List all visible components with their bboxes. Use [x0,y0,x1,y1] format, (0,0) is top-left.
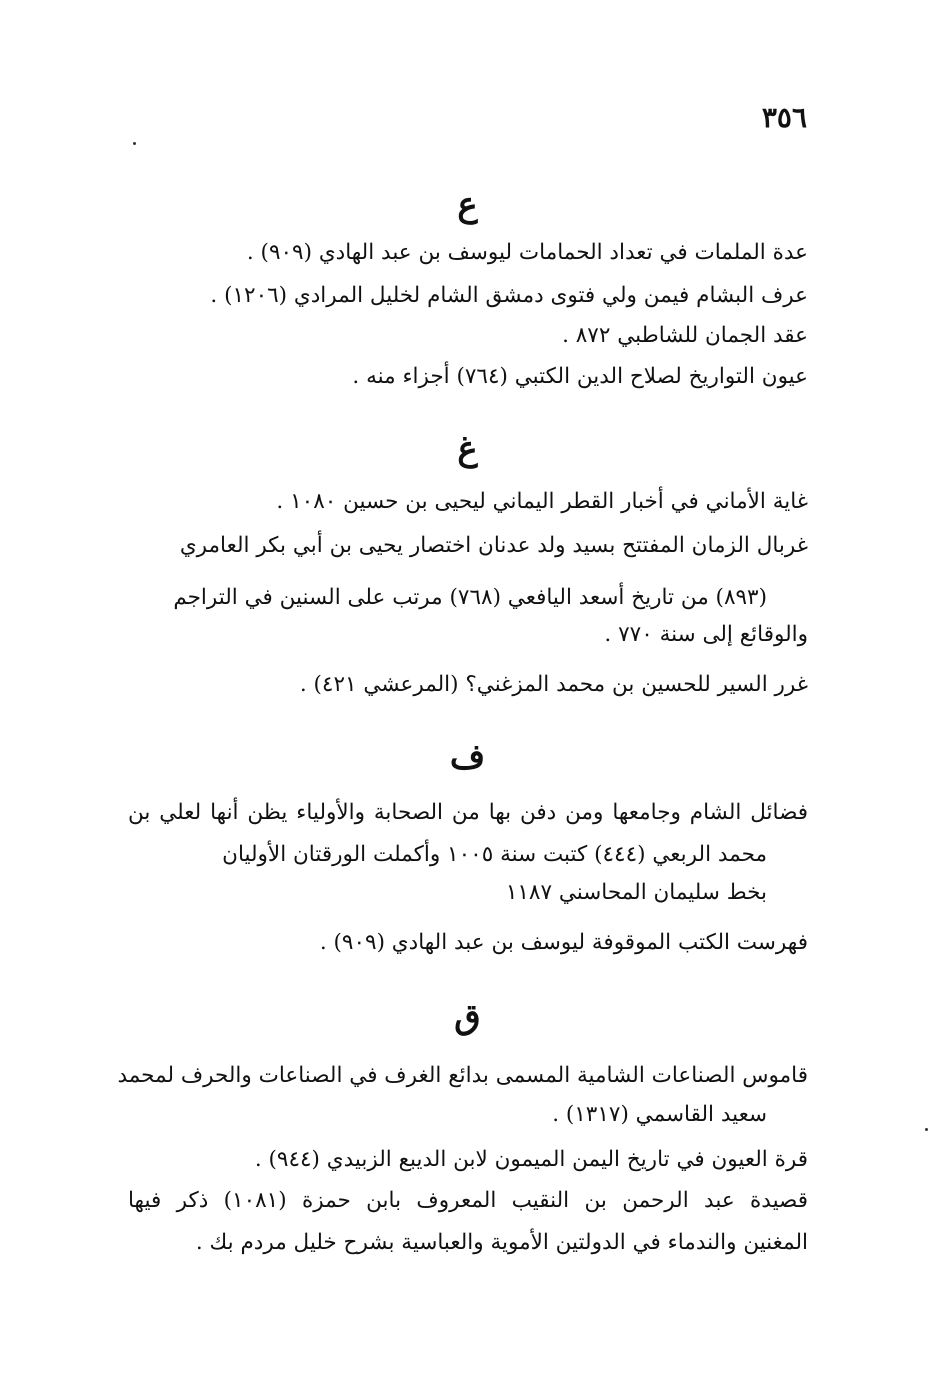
entry-line: عدة الملمات في تعداد الحمامات ليوسف بن عبد الهادي (٩٠٩) . [246,240,808,265]
section-letter-ain: ع [457,185,478,225]
page-number: ٣٥٦ [761,101,807,134]
entry-line: غرر السير للحسين بن محمد المزغني؟ (المرعشي ٤٢١) . [299,672,808,697]
section-letter-qaf: ق [454,997,481,1037]
entry-line: قصيدة عبد الرحمن بن النقيب المعروف بابن حمزة (١٠٨١) ذكر فيها [128,1188,808,1213]
entry-line: غربال الزمان المفتتح بسيد ولد عدنان اختصار يحيى بن أبي بكر العامري [179,533,808,558]
entry-line: قرة العيون في تاريخ اليمن الميمون لابن الديبع الزبيدي (٩٤٤) . [254,1147,808,1172]
entry-line: فهرست الكتب الموقوفة ليوسف بن عبد الهادي (٩٠٩) . [319,930,808,955]
entry-line: بخط سليمان المحاسني ١١٨٧ [505,880,767,905]
entry-line: محمد الربعي (٤٤٤) كتبت سنة ١٠٠٥ وأكملت الورقتان الأوليان [222,842,767,867]
entry-line: عيون التواريخ لصلاح الدين الكتبي (٧٦٤) أجزاء منه . [352,364,808,389]
entry-line: قاموس الصناعات الشامية المسمى بدائع الغرف في الصناعات والحرف لمحمد [117,1063,808,1088]
print-speck [925,1128,928,1131]
entry-line: المغنين والندماء في الدولتين الأموية والعباسية بشرح خليل مردم بك . [195,1230,808,1255]
entry-line: غاية الأماني في أخبار القطر اليماني ليحيى بن حسين ١٠٨٠ . [276,489,808,514]
entry-line: (٨٩٣) من تاريخ أسعد اليافعي (٧٦٨) مرتب على السنين في التراجم [173,585,767,610]
entry-line: عقد الجمان للشاطبي ٨٧٢ . [562,323,808,348]
section-letter-fa: ف [449,737,486,777]
entry-line: عرف البشام فيمن ولي فتوى دمشق الشام لخليل المرادي (١٢٠٦) . [210,283,808,308]
entry-line: سعيد القاسمي (١٣١٧) . [552,1102,767,1127]
section-letter-ghain: غ [457,429,478,469]
print-speck [133,142,136,145]
entry-line: فضائل الشام وجامعها ومن دفن بها من الصحابة والأولياء يظن أنها لعلي بن [128,800,808,825]
entry-line: والوقائع إلى سنة ٧٧٠ . [604,622,808,647]
